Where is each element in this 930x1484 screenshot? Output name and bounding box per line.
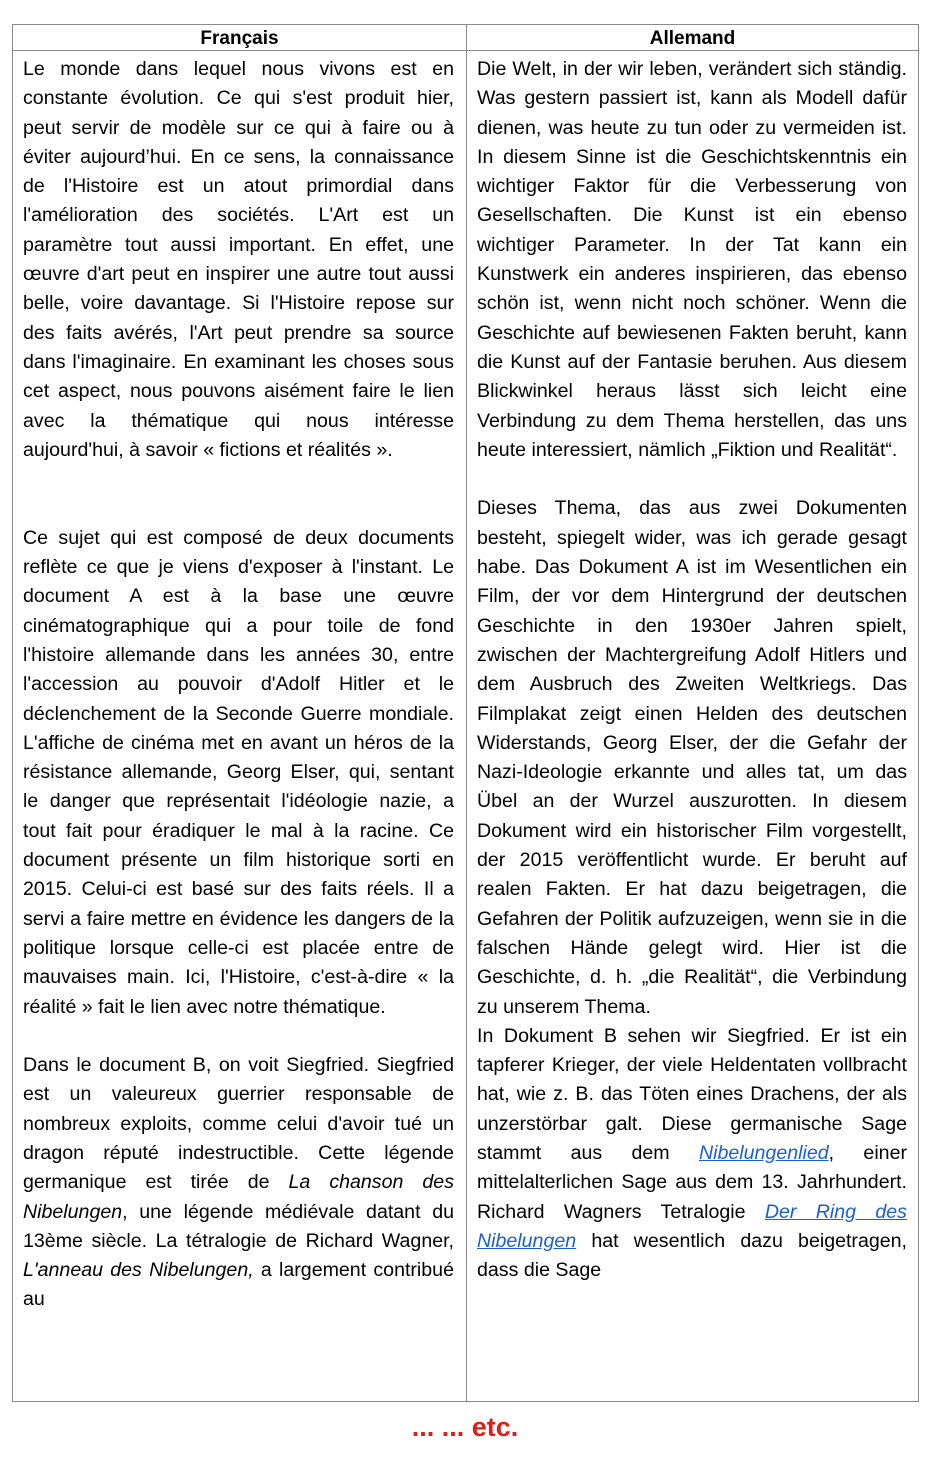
french-paragraph-1: Le monde dans lequel nous vivons est en constante évolution. Ce qui s'est produit hier, peut servir de modèle sur ce qui à faire ou à éviter aujourd’hui. En ce sens, la connaissance de l'Histoire est un atout primordial dans l'amélioration des sociétés. L'Art est un paramètre tout aussi important. En effet, une œuvre d'art peut en inspirer une autre tout aussi belle, voire davantage. Si l'Histoire repose sur des faits avérés, l'Art peut prendre sa source dans l'imaginaire. En examinant les choses sous cet aspect, nous pouvons aisément faire le lien avec la thématique qui nous intéresse aujourd'hui, à savoir « fictions et réalités ».: [23, 58, 454, 461]
german-paragraph-1: Die Welt, in der wir leben, verändert sich ständig. Was gestern passiert ist, kann als Modell dafür dienen, was heute zu tun oder zu vermeiden ist. In diesem Sinne ist die Geschichtskenntnis ein wichtiger Faktor für die Verbesserung von Gesellschaften. Die Kunst ist ein ebenso wichtiger Parameter. In der Tat kann ein Kunstwerk ein anderes inspirieren, das ebenso schön ist, wenn nicht noch schöner. Wenn die Geschichte auf bewiesenen Fakten beruht, kann die Kunst auf der Fantasie beruhen. Aus diesem Blickwinkel heraus lässt sich leicht eine Verbindung zu dem Thema herstellen, das uns heute interessiert, nämlich „Fiktion und Realität“.: [477, 58, 907, 461]
french-p3-text-b: , une légende médiévale datant du 13ème siècle. La tétralogie de Richard Wagner,: [23, 1200, 454, 1252]
german-p3-text-b: , einer mittelalterlichen Sage aus dem 13. Jahrhundert. Richard Wagners Tetralogie: [477, 1141, 907, 1223]
german-p3-text-a: In Dokument B sehen wir Siegfried. Er ist ein tapferer Krieger, der viele Heldentaten vollbracht hat, wie z. B. das Töten eines Drachens, der als unzerstörbar galt. Diese germanische Sage stammt aus dem: [477, 1024, 907, 1164]
header-divider: [13, 50, 918, 51]
link-nibelungenlied[interactable]: Nibelungenlied: [698, 1141, 829, 1164]
german-paragraph-2: Dieses Thema, das aus zwei Dokumenten besteht, spiegelt wider, was ich gerade gesagt habe. Das Dokument A ist im Wesentlichen ein Film, der vor dem Hintergrund der deutschen Geschichte in den 1930er Jahren spielt, zwischen der Machtergreifung Adolf Hitlers und dem Ausbruch des Zweiten Weltkriegs. Das Filmplakat zeigt einen Helden des deutschen Widerstands, Georg Elser, der die Gefahr der Nazi-Ideologie erkannte und alles tat, um das Übel an der Wurzel auszurotten. In diesem Dokument wird ein historischer Film vorgestellt, der 2015 veröffentlicht wurde. Er beruht auf realen Fakten. Er hat dazu beigetragen, die Gefahren der Politik aufzuzeigen, wenn sie in die falschen Hände gelegt wird. Hier ist die Geschichte, d. h. „die Realität“, die Verbindung zu unserem Thema.: [477, 497, 907, 1018]
french-p3-text-c: a largement contribué au: [23, 1259, 454, 1311]
column-divider: [466, 25, 467, 1401]
header-french: Français: [200, 28, 279, 49]
etc-continuation: ... ... etc.: [411, 1412, 519, 1442]
french-paragraph-2: Ce sujet qui est composé de deux documents reflète ce que je viens d'exposer à l'instant. Le document A est à la base une œuvre cinématographique qui a pour toile de fond l'histoire allemande dans les années 30, entre l'accession au pouvoir d'Adolf Hitler et le déclenchement de la Seconde Guerre mondiale. L'affiche de cinéma met en avant un héros de la résistance allemande, Georg Elser, qui, sentant le danger que représentait l'idéologie nazie, a tout fait pour éradiquer le mal à la racine. Ce document présente un film historique sorti en 2015. Celui-ci est basé sur des faits réels. Il a servi a faire mettre en évidence les dangers de la politique lorsque celle-ci est placée entre de mauvaises main. Ici, l'Histoire, c'est-à-dire « la réalité » fait le lien avec notre thématique.: [23, 526, 454, 1018]
french-title-anneau: L'anneau des Nibelungen,: [23, 1259, 254, 1282]
link-der-ring-des-nibelungen[interactable]: Der Ring des Nibelungen: [477, 1200, 907, 1252]
german-paragraph-3: [477, 1022, 907, 1286]
translation-table: [12, 24, 919, 1402]
german-p3-text-c: hat wesentlich dazu beigetragen, dass die Sage: [477, 1229, 907, 1282]
french-p3-text-a: Dans le document B, on voit Siegfried. Siegfried est un valeureux guerrier responsable de nombreux exploits, comme celui d'avoir tué un dragon réputé indestructible. Cette légende germanique est tirée de: [23, 1054, 454, 1194]
german-column: [477, 55, 907, 1399]
french-column: [23, 55, 454, 1399]
french-paragraph-3: [23, 1051, 454, 1315]
header-german: Allemand: [649, 28, 736, 49]
french-title-chanson: La chanson des Nibelungen: [23, 1171, 454, 1223]
